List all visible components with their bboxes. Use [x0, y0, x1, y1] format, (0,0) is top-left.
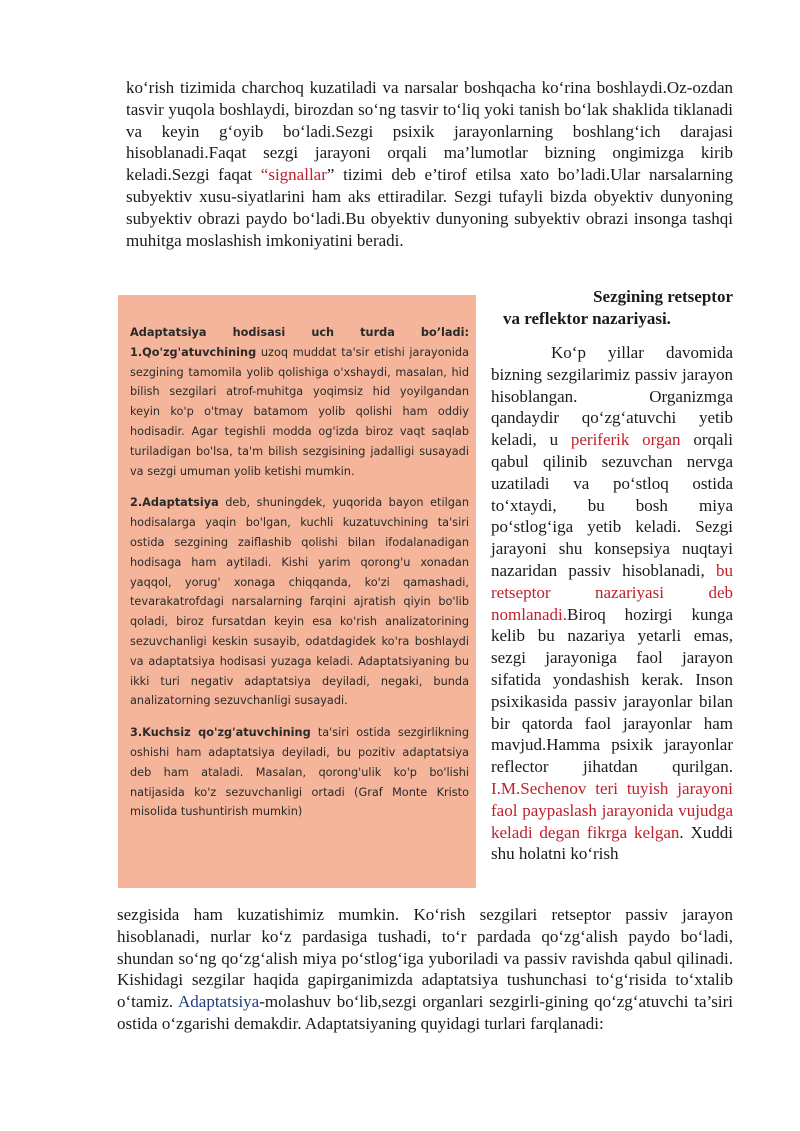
right-text-part-3: Biroq hozirgi kunga kelib bu nazariya yetarli emas, sezgi jarayoniga faol jarayon sifatida yondashish kerak. Inson psixikasida passiv jarayonlar bilan bir qatorda faol jarayonlar ham mavjud.Hamma psixik jarayonlar reflector jihatdan qurilgan.	[491, 604, 733, 777]
sidebar-title: Adaptatsiya hodisasi uch turda bo’ladi:	[130, 326, 469, 339]
adaptation-term: Adaptatsiya	[178, 992, 260, 1012]
receptor-theory-term: bu retseptor nazariyasi deb nomlanadi.	[491, 560, 733, 624]
peripheral-organ-term: periferik organ	[570, 430, 681, 450]
sechenov-statement: I.M.Sechenov teri tuyish jarayoni faol paypaslash jarayonida vujudga keladi degan fikrga kelgan	[491, 778, 733, 842]
signals-term: “signallar	[260, 165, 327, 185]
intro-text-part-1: ko‘rish tizimida charchoq kuzatiladi va narsalar boshqacha ko‘rina boshlaydi.Oz-ozdan tasvir yuqola boshlaydi, birozdan so‘ng tasvir to‘liq yoki tanish bo‘lak shaklida tiklanadi va keyin g‘oyib bo‘ladi.Sezgi psixik jarayonlarning boshlang‘ich darajasi hisoblanadi.Faqat sezgi jarayoni orqali ma’lumotlar bizning ongimizga kirib keladi.Sezgi faqat	[126, 78, 733, 185]
sidebar-item-2-heading: 2.Adaptatsiya	[130, 496, 219, 510]
bottom-paragraph	[117, 904, 733, 1035]
right-text-part-1: Ko‘p yillar davomida bizning sezgilarimiz passiv jarayon hisoblangan. Organizmga qandaydir qo‘zg‘atuvchi yetib keladi, u	[491, 343, 733, 450]
right-text-part-4: . Xuddi shu holatni ko‘rish	[491, 822, 734, 864]
intro-paragraph	[126, 77, 733, 251]
sidebar-item-1-text: uzoq muddat ta'sir etishi jarayonida sezgining tamomila yolib qolishiga o'xshaydi, masalan, hid bilish sezgilari atrof-muhitga yoqimsiz hid yoyilgandan keyin ko'p o'tmay batamom yolib qolishi ham oddiy hodisadir. Agar tegishli modda og'izda biroz vaqt saqlab turiladigan bo'lsa, ta'm bilish sezgisining jadalligi susayadi va sezgi umuman yolib ketishi mumkin.	[130, 345, 469, 478]
right-text-part-2: orqali qabul qilinib sezuvchan nervga uzatiladi va po‘stloq ostida to‘xtaydi, bu bosh miya po‘stlog‘iga yetib keladi. Sezgi jarayoni shu konsepsiya nuqtayi nazaridan passiv hisoblanadi,	[491, 430, 733, 580]
sidebar-title-paragraph	[130, 323, 469, 481]
adaptation-sidebar-box	[118, 295, 476, 888]
bottom-text-part-2: -molashuv bo‘lib,sezgi organlari sezgirli-gining qo‘zg‘atuvchi ta’siri ostida o‘zgarishi demakdir. Adaptatsiyaning quyidagi turlari farqlanadi:	[117, 992, 733, 1033]
sidebar-item-1-heading: 1.Qo'zg'atuvchining	[130, 345, 257, 359]
right-column-paragraph	[491, 342, 733, 865]
sidebar-content	[130, 323, 469, 834]
sidebar-item-2-text: deb, shuningdek, yuqorida bayon etilgan hodisalarga yaqin bo'lgan, kuchli kuzatuvchining ta'siri ostida sezgining zaiflashib qolishi bilan ifodalanadigan hodisaga ham aytiladi. Kishi yarim qorong'u xonadan yaqqol, yorug' xonaga chiqqanda, ko'zi qamashadi, tevarakatrofdagi narsalarning farqini ajratish qiyin bo'lib qoladi, biroz fursatdan keyin esa ko'rish analizatorining sezuvchanligi keskin susayib, odatdagidek ko'ra boshlaydi va adaptatsiya hodisasi yuzaga keladi. Adaptatsiyaning bu ikki turi negativ adaptatsiya deyiladi, negaki, bunda analizatorning sezuvchanligi susayadi.	[130, 496, 469, 708]
bottom-text-part-1: sezgisida ham kuzatishimiz mumkin. Ko‘rish sezgilari retseptor passiv jarayon hisoblanadi, nurlar ko‘z pardasiga tushadi, to‘r pardada qo‘zg‘alish paydo bo‘ladi, shundan so‘ng qo‘zg‘alish miya po‘stlog‘iga yuboriladi va passiv ravishda qabul qilinadi. Kishidagi sezgilar haqida gapirganimizda adaptatsiya tushunchasi to‘g‘risida to‘xtalib o‘tamiz.	[117, 905, 733, 1012]
section-heading-line-1: Sezgining retseptor	[593, 287, 733, 306]
sidebar-item-2	[130, 493, 469, 711]
sidebar-item-3	[130, 723, 469, 822]
sidebar-item-3-text: ta'siri ostida sezgirlikning oshishi ham adaptatsiya deyiladi, bu pozitiv adaptatsiya deb ham ataladi. Masalan, qorong'ulik ko'p bo'lishi natijasida ko'z sezuvchanligi ortadi (Graf Monte Kristo misolida tushuntirish mumkin)	[130, 726, 470, 819]
section-heading-line-2: va reflektor nazariyasi.	[503, 309, 671, 328]
section-heading	[491, 286, 733, 330]
intro-text-part-2: ” tizimi deb e’tirof etilsa xato bo’ladi.Ular narsalarning subyektiv xusu-siyatlarini ham aks ettiradilar. Sezgi tufayli bizda obyektiv dunyoning subyektiv obrazi paydo bo‘ladi.Bu obyektiv dunyoning subyektiv obrazi insonga tashqi muhitga moslashish imkoniyatini beradi.	[126, 165, 733, 250]
sidebar-item-3-heading: 3.Kuchsiz qo'zg'atuvchining	[130, 726, 311, 740]
